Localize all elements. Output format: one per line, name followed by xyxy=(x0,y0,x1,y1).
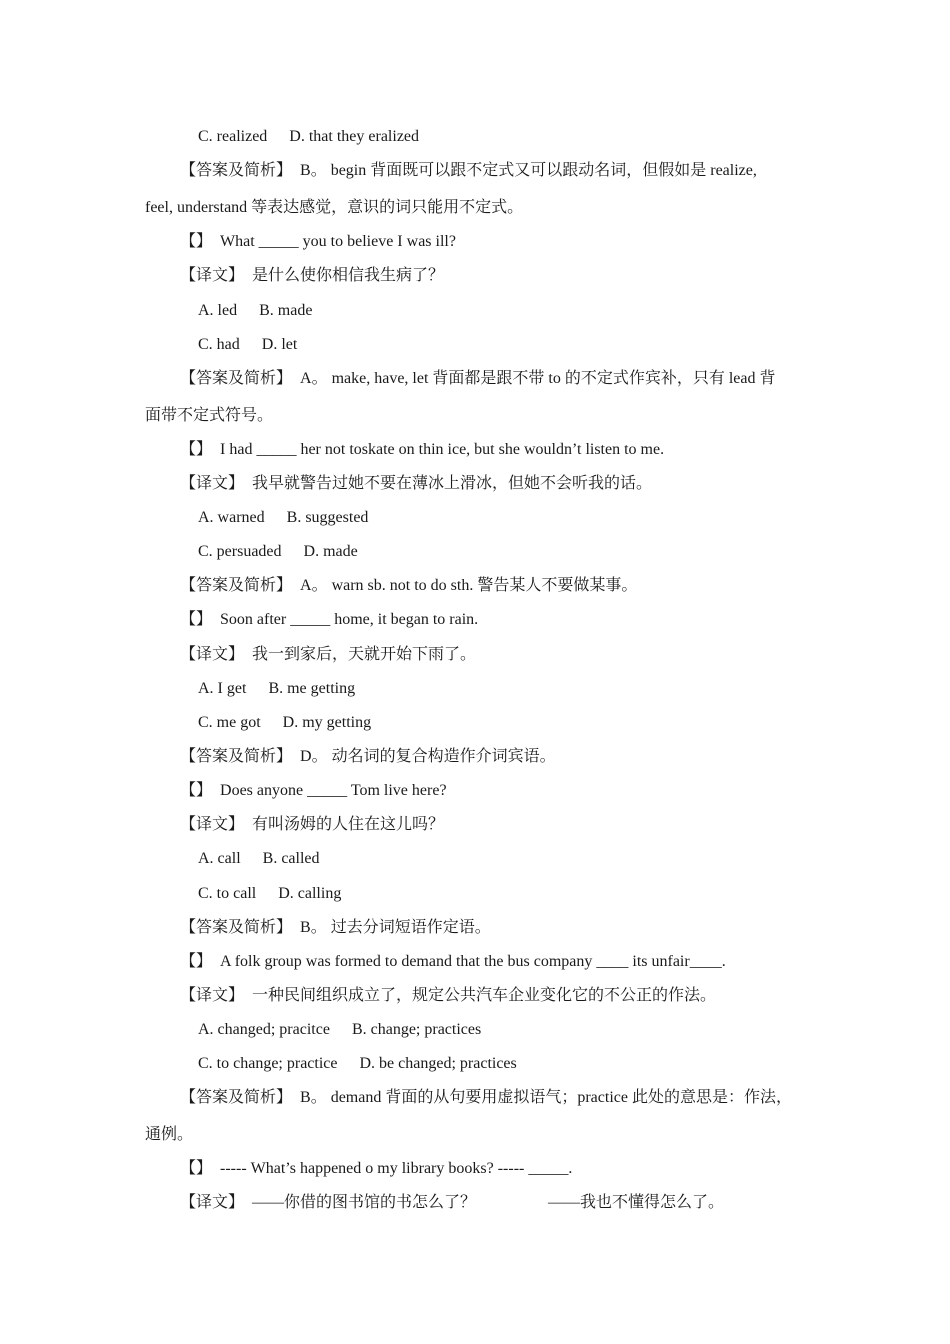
answer-text: A。 make, have, let 背面都是跟不带 to 的不定式作宾补，只有 lead 背 xyxy=(300,370,776,387)
answer-line xyxy=(180,369,776,389)
question-text: What _____ you to believe I was ill? xyxy=(220,233,456,250)
translation-label: 【译文】 xyxy=(180,987,245,1004)
translation-label: 【译文】 xyxy=(180,475,245,492)
option-line xyxy=(198,884,341,904)
translation-text: 我早就警告过她不要在薄冰上滑冰，但她不会听我的话。 xyxy=(252,475,653,492)
translation-line xyxy=(180,645,476,665)
option-a: A. changed; pracitce xyxy=(198,1021,330,1038)
answer-continuation: 面带不定式符号。 xyxy=(145,407,274,424)
translation-text: ——你借的图书馆的书怎么了？ xyxy=(252,1194,477,1211)
option-d: D. that they eralized xyxy=(289,128,420,145)
option-c: C. to change; practice xyxy=(198,1055,338,1072)
option-line xyxy=(198,508,368,528)
answer-continuation: feel, understand 等表达感觉，意识的词只能用不定式。 xyxy=(145,199,524,216)
question-label: 【】 xyxy=(180,1160,213,1177)
answer-continuation: 通例。 xyxy=(145,1126,194,1143)
option-line xyxy=(198,542,358,562)
option-d: D. my getting xyxy=(282,714,372,731)
option-d: D. let xyxy=(261,336,298,353)
option-c: C. had xyxy=(198,336,240,353)
option-b: B. made xyxy=(259,302,313,319)
option-line xyxy=(198,679,355,699)
question-label: 【】 xyxy=(180,953,213,970)
option-a: A. warned xyxy=(198,509,265,526)
question-text: A folk group was formed to demand that the bus company ____ its unfair____. xyxy=(220,953,726,970)
translation-text: 有叫汤姆的人住在这儿吗？ xyxy=(252,816,445,833)
option-c: C. persuaded xyxy=(198,543,282,560)
option-line xyxy=(198,713,371,733)
answer-text: B。 过去分词短语作定语。 xyxy=(300,919,491,936)
answer-text: B。 demand 背面的从句要用虚拟语气；practice 此处的意思是：作法， xyxy=(300,1089,792,1106)
translation-line xyxy=(180,815,444,835)
translation-label: 【译文】 xyxy=(180,816,245,833)
translation-label: 【译文】 xyxy=(180,646,245,663)
option-a: A. led xyxy=(198,302,238,319)
option-b: B. me getting xyxy=(268,680,356,697)
question-text: Does anyone _____ Tom live here? xyxy=(220,782,447,799)
translation-label: 【译文】 xyxy=(180,267,245,284)
answer-line xyxy=(180,576,637,596)
question-line xyxy=(180,610,478,630)
question-text: ----- What’s happened o my library books? ----- _____. xyxy=(220,1160,573,1177)
answer-line xyxy=(180,161,757,181)
answer-line xyxy=(180,1088,792,1108)
answer-label: 【答案及简析】 xyxy=(180,577,293,594)
answer-label: 【答案及简析】 xyxy=(180,748,293,765)
option-a: A. call xyxy=(198,850,241,867)
question-label: 【】 xyxy=(180,782,213,799)
option-b: B. change; practices xyxy=(351,1021,482,1038)
option-c: C. to call xyxy=(198,885,257,902)
answer-label: 【答案及简析】 xyxy=(180,1089,293,1106)
answer-text: A。 warn sb. not to do sth. 警告某人不要做某事。 xyxy=(300,577,638,594)
question-line xyxy=(180,1159,572,1179)
question-label: 【】 xyxy=(180,441,213,458)
question-label: 【】 xyxy=(180,611,213,628)
option-b: B. suggested xyxy=(286,509,369,526)
option-line xyxy=(198,127,419,147)
option-d: D. made xyxy=(303,543,358,560)
answer-line xyxy=(180,918,491,938)
question-line xyxy=(180,952,726,972)
option-d: D. calling xyxy=(278,885,342,902)
option-line xyxy=(198,1020,481,1040)
question-text: I had _____ her not toskate on thin ice, but she wouldn’t listen to me. xyxy=(220,441,665,458)
translation-line xyxy=(180,266,444,286)
translation-line xyxy=(180,1193,724,1213)
option-b: B. called xyxy=(262,850,320,867)
option-line xyxy=(198,335,297,355)
answer-text: B。 begin 背面既可以跟不定式又可以跟动名词，但假如是 realize, xyxy=(300,162,757,179)
translation-text: 我一到家后，天就开始下雨了。 xyxy=(252,646,477,663)
translation-text-reply: ——我也不懂得怎么了。 xyxy=(548,1194,725,1211)
translation-label: 【译文】 xyxy=(180,1194,245,1211)
option-c: C. realized xyxy=(198,128,268,145)
question-label: 【】 xyxy=(180,233,213,250)
option-d: D. be changed; practices xyxy=(359,1055,517,1072)
question-line xyxy=(180,232,456,252)
answer-label: 【答案及简析】 xyxy=(180,919,293,936)
answer-label: 【答案及简析】 xyxy=(180,162,293,179)
question-text: Soon after _____ home, it began to rain. xyxy=(220,611,479,628)
answer-line xyxy=(180,747,556,767)
option-c: C. me got xyxy=(198,714,261,731)
question-line xyxy=(180,440,664,460)
option-line xyxy=(198,301,312,321)
question-line xyxy=(180,781,447,801)
translation-line xyxy=(180,986,716,1006)
translation-text: 一种民间组织成立了，规定公共汽车企业变化它的不公正的作法。 xyxy=(252,987,717,1004)
translation-line xyxy=(180,474,652,494)
answer-label: 【答案及简析】 xyxy=(180,370,293,387)
answer-text: D。 动名词的复合构造作介词宾语。 xyxy=(300,748,556,765)
option-line xyxy=(198,1054,517,1074)
translation-text: 是什么使你相信我生病了？ xyxy=(252,267,445,284)
option-line xyxy=(198,849,320,869)
option-a: A. I get xyxy=(198,680,247,697)
